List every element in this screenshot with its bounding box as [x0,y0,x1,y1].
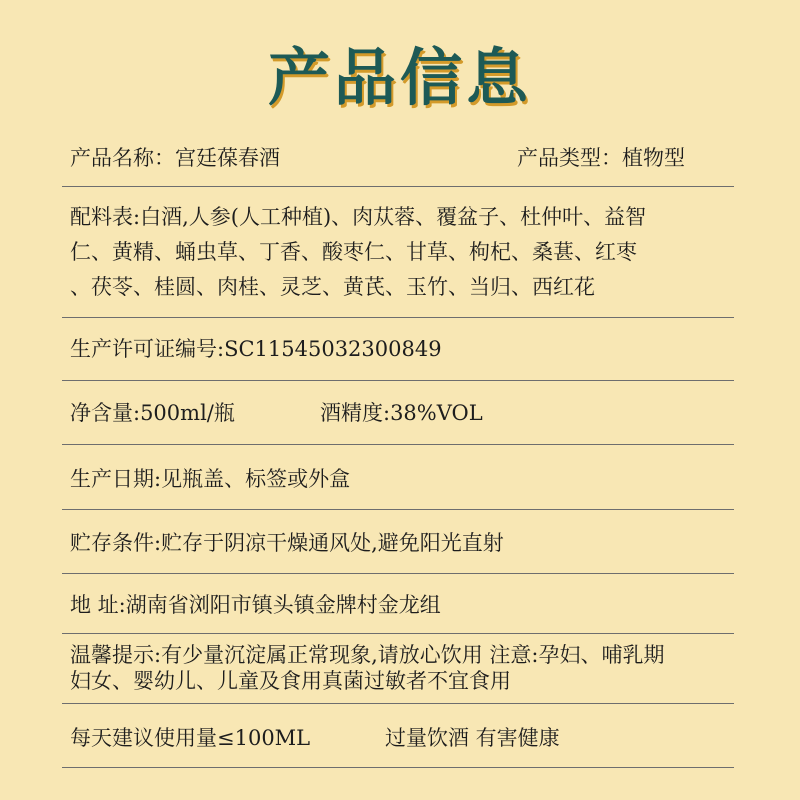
daily-recommended-amount: 每天建议使用量≤100ML [70,726,311,750]
divider [62,317,734,318]
net-content: 净含量:500ml/瓶 [70,401,235,425]
drinking-warning: 过量饮酒 有害健康 [385,726,560,750]
address: 地 址:湖南省浏阳市镇头镇金牌村金龙组 [70,593,441,617]
divider [62,186,734,187]
divider [62,703,734,704]
license-number: 生产许可证编号:SC11545032300849 [70,337,442,361]
storage-conditions: 贮存条件:贮存于阴凉干燥通风处,避免阳光直射 [70,531,504,555]
production-date: 生产日期:见瓶盖、标签或外盒 [70,467,351,491]
product-type: 产品类型：植物型 [517,146,685,170]
divider [62,509,734,510]
alcohol-content: 酒精度:38%VOL [320,401,483,425]
ingredients-line-2: 仁、黄精、蛹虫草、丁香、酸枣仁、甘草、枸杞、桑葚、红枣 [70,240,637,264]
product-name: 产品名称：宫廷葆春酒 [70,146,280,170]
divider [62,767,734,768]
divider [62,380,734,381]
divider [62,633,734,634]
page-title: 产品信息 [267,41,532,114]
ingredients-line-3: 、茯苓、桂圆、肉桂、灵芝、黄芪、玉竹、当归、西红花 [70,275,595,299]
tips-line-2: 妇女、婴幼儿、儿童及食用真菌过敏者不宜食用 [70,669,511,693]
ingredients-line-1: 配料表:白酒,人参(人工种植)、肉苁蓉、覆盆子、杜仲叶、益智 [70,205,647,229]
tips-line-1: 温馨提示:有少量沉淀属正常现象,请放心饮用 注意:孕妇、哺乳期 [70,643,665,667]
divider [62,573,734,574]
divider [62,444,734,445]
